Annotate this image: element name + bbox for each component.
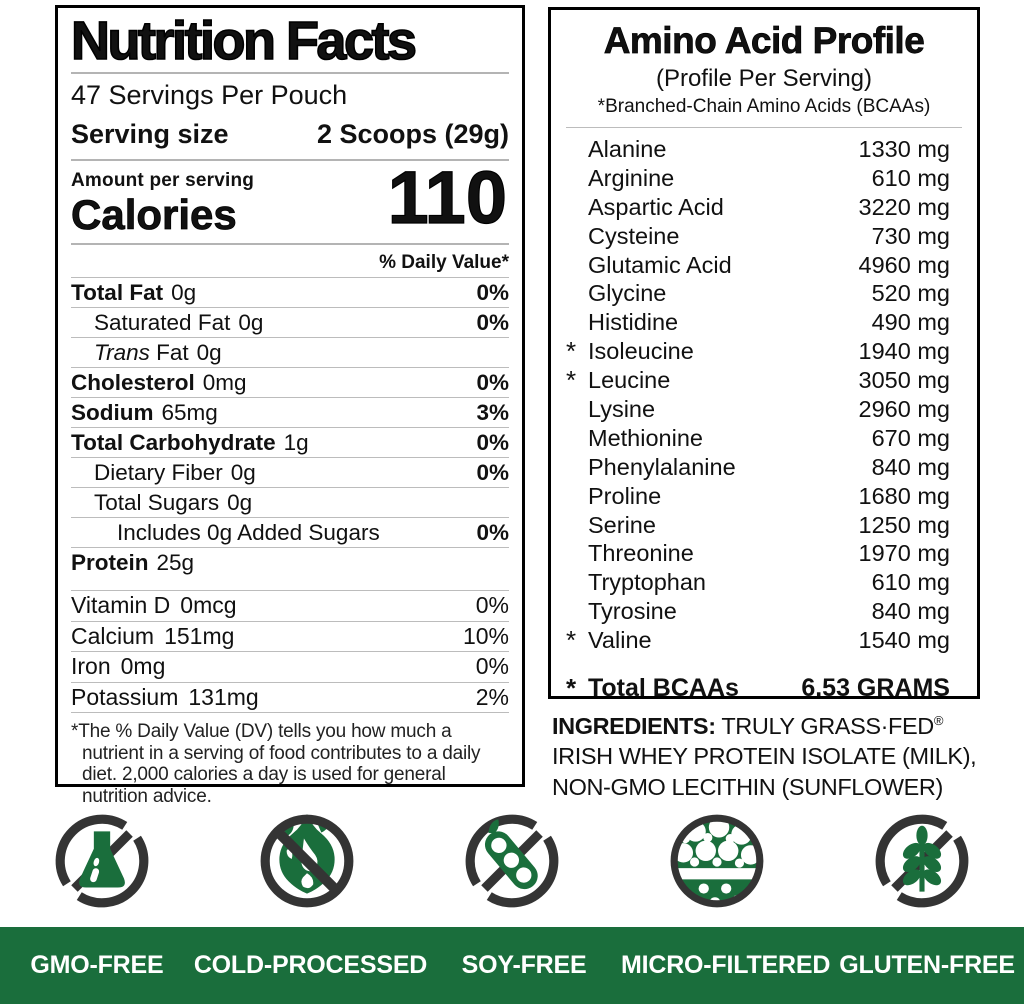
- vitamin-row-potassium: Potassium 131mg 2%: [71, 682, 509, 713]
- vitamin-row-calcium: Calcium 151mg 10%: [71, 621, 509, 652]
- badge-gluten-free: [819, 810, 1024, 912]
- nutrient-row-saturated-fat: Saturated Fat 0g 0%: [71, 307, 509, 337]
- amino-acid-subtitle: (Profile Per Serving): [655, 65, 873, 92]
- divider: [71, 243, 509, 245]
- filter-icon: [666, 810, 768, 912]
- amino-row: Phenylalanine 840 mg: [588, 453, 950, 480]
- nutrient-row-total-fat: Total Fat 0g 0%: [71, 277, 509, 307]
- servings-per-pouch: 47 Servings Per Pouch: [71, 80, 348, 110]
- daily-value-footnote: *The % Daily Value (DV) tells you how much a nutrient in a serving of food contributes to a daily diet. 2,000 calories a day is used for general nutrition advice.: [71, 721, 481, 807]
- claims-banner: [0, 927, 1024, 1004]
- serving-size-row: [71, 114, 509, 154]
- divider: [71, 72, 509, 74]
- bcaa-note: *Branched-Chain Amino Acids (BCAAs): [597, 96, 931, 117]
- badge-soy-free: [410, 810, 615, 912]
- nutrient-row-trans-fat: Trans Fat 0g: [71, 337, 509, 367]
- claim-gluten-free: GLUTEN-FREE: [839, 951, 1015, 979]
- claim-micro-filtered: MICRO-FILTERED: [620, 951, 831, 979]
- no-flask-icon: [51, 810, 153, 912]
- nutrient-row-added-sugars: Includes 0g Added Sugars 0%: [71, 517, 509, 547]
- amino-row: * Valine 1540 mg: [566, 625, 950, 656]
- amino-row: Tryptophan 610 mg: [588, 569, 950, 596]
- badge-gmo-free: [0, 810, 205, 912]
- amino-row: Methionine 670 mg: [588, 424, 950, 451]
- amount-per-serving-label: Amount per serving: [71, 170, 255, 191]
- amino-acid-title: Amino Acid Profile: [603, 20, 925, 61]
- badge-icons-row: [0, 810, 1024, 912]
- calories-value: 110: [387, 156, 507, 239]
- amino-row: * Leucine 3050 mg: [566, 365, 950, 396]
- badge-cold-processed: [205, 810, 410, 912]
- amino-row: Aspartic Acid 3220 mg: [588, 193, 950, 220]
- amino-row: Threonine 1970 mg: [588, 540, 950, 567]
- daily-value-header: % Daily Value*: [379, 252, 509, 273]
- nutrient-row-cholesterol: Cholesterol 0mg 0%: [71, 367, 509, 397]
- amino-acid-panel: [548, 7, 980, 704]
- calories-label: Calories: [71, 191, 237, 238]
- amino-row: Glutamic Acid 4960 mg: [588, 251, 950, 278]
- no-wheat-icon: [871, 810, 973, 912]
- spacer: [71, 577, 509, 590]
- vitamin-row-iron: Iron 0mg 0%: [71, 651, 509, 682]
- amino-row: * Isoleucine 1940 mg: [566, 336, 950, 367]
- amino-acid-list: [566, 135, 962, 655]
- total-bcaas-value: 6.53 GRAMS: [801, 674, 950, 703]
- nutrient-row-protein: Protein 25g: [71, 547, 509, 577]
- nutrient-row-total-carbohydrate: Total Carbohydrate 1g 0%: [71, 427, 509, 457]
- serving-size-label: Serving size: [71, 119, 229, 149]
- nutrient-row-dietary-fiber: Dietary Fiber 0g 0%: [71, 457, 509, 487]
- calories-block: [71, 156, 509, 239]
- ingredients-label: INGREDIENTS:: [552, 712, 716, 739]
- amino-row: Tyrosine 840 mg: [588, 598, 950, 625]
- total-bcaas-row: * Total BCAAs 6.53 GRAMS: [566, 673, 962, 704]
- claim-soy-free: SOY-FREE: [461, 951, 587, 979]
- amino-row: Lysine 2960 mg: [588, 395, 950, 422]
- amino-row: Histidine 490 mg: [588, 309, 950, 336]
- amino-row: Proline 1680 mg: [588, 482, 950, 509]
- amino-row: Serine 1250 mg: [588, 511, 950, 538]
- registered-trademark: ®: [933, 713, 944, 728]
- amino-row: Cysteine 730 mg: [588, 222, 950, 249]
- claim-cold-processed: COLD-PROCESSED: [193, 951, 428, 979]
- claim-gmo-free: GMO-FREE: [30, 951, 164, 979]
- amino-row: Glycine 520 mg: [588, 280, 950, 307]
- vitamin-row-vitamin-d: Vitamin D 0mcg 0%: [71, 590, 509, 621]
- no-flame-icon: [256, 810, 358, 912]
- serving-size-value: 2 Scoops (29g): [316, 119, 509, 149]
- nutrient-row-total-sugars: Total Sugars 0g: [71, 487, 509, 517]
- nutrition-facts-title: Nutrition Facts: [71, 11, 415, 71]
- nutrient-row-sodium: Sodium 65mg 3%: [71, 397, 509, 427]
- divider: [566, 127, 962, 128]
- ingredients-text: INGREDIENTS: TRULY GRASS·FED® IRISH WHEY PROTEIN ISOLATE (MILK), NON-GMO LECITHIN (SUNFLOWER): [552, 712, 977, 800]
- divider: [71, 712, 509, 713]
- nutrition-facts-panel: [55, 5, 525, 807]
- badge-micro-filtered: [614, 810, 819, 912]
- amino-row: Arginine 610 mg: [588, 164, 950, 191]
- no-soybean-icon: [461, 810, 563, 912]
- total-bcaas-label: Total BCAAs: [588, 674, 739, 703]
- amino-row: Alanine 1330 mg: [588, 135, 950, 162]
